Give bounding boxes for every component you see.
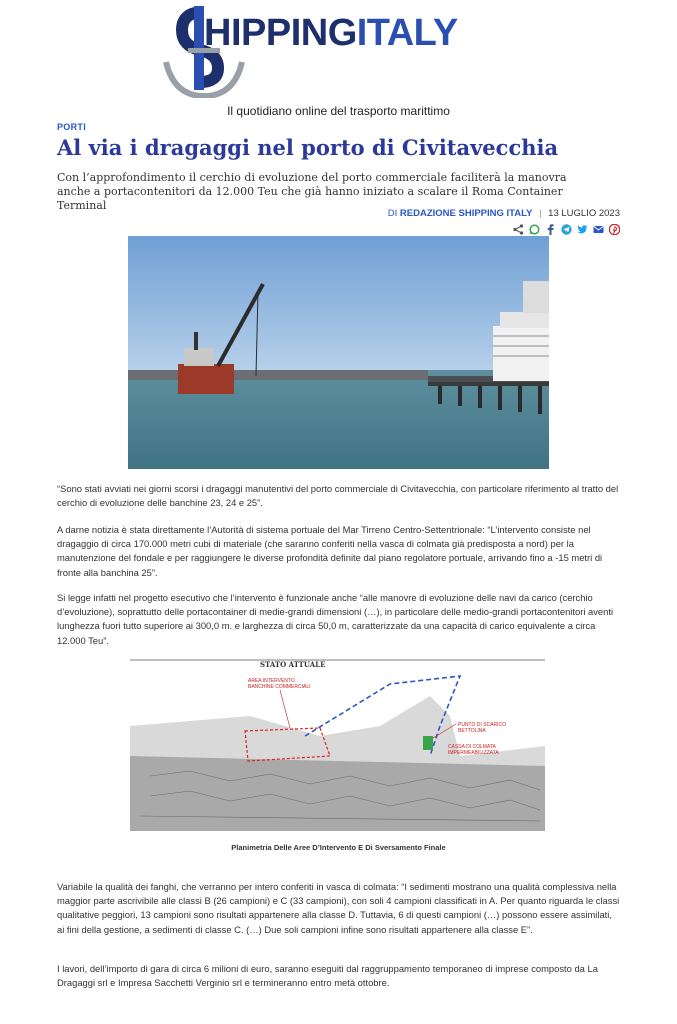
article-title: Al via i dragaggi nel porto di Civitavecchia [57, 135, 559, 160]
map-caption: Planimetria Delle Aree D’Intervento E Di Sversamento Finale [231, 843, 446, 852]
article-paragraph-2: A darne notizia è stata direttamente l’Autorità di sistema portuale del Mar Tirreno Centro-Settentrionale: “L’intervento consiste nel dragaggio di circa 170.000 metri cubi di materiale (che saranno conferiti nella vasca di colmata già predisposta a nord) per la manutenzione del fondale e per raggiungere le diverse profondità definite dal piano regolatore portuale, arrivando fino a -15 metri di fronte alla banchina 25”. [57, 524, 603, 578]
port-plan-map [130, 656, 545, 831]
share-icon[interactable] [513, 224, 524, 235]
byline-separator: | [539, 208, 542, 219]
port-plan-drawing [130, 656, 545, 831]
logo-wordmark-part-2: ITALY [356, 12, 458, 54]
byline-prefix: DI [387, 208, 398, 219]
article-paragraph-5: I lavori, dell’importo di gara di circa 6 milioni di euro, saranno eseguiti dal raggruppamento temporaneo di imprese composto da La Dragaggi srl e Impresa Sacchetti Verginio srl e termineranno entro metà ottobre. [57, 963, 598, 989]
map-label-colmata-1: CASSA DI COLMATA [448, 744, 496, 750]
logo-wordmark-part-1: HIPPING [204, 12, 357, 54]
publish-date: 13 LUGLIO 2023 [548, 208, 620, 219]
share-bar [513, 224, 620, 235]
article-subtitle: Con l’approfondimento il cerchio di evoluzione del porto commerciale faciliterà la manovra anche a portacontenitori da 12.000 Teu che già hanno iniziato a scalare il Roma Container Terminal [57, 171, 567, 212]
article-paragraph-3: Si legge infatti nel progetto esecutivo che l’intervento è funzionale anche “alle manovre di evoluzione delle navi da carico (cerchio d’evoluzione), soprattutto delle portacontainer di medie-grandi dimensioni (…), in particolare delle medio-grandi portacontenitori aventi lunghezza fuori tutto superiore ai 300,0 m. e larghezza di circa 50,0 m, caratterizzate da una capacità di carico equivalente a circa 12.000 Teu”. [57, 592, 614, 646]
whatsapp-icon[interactable] [529, 224, 540, 235]
map-label-scarico-2: BETTOLINA [458, 728, 486, 734]
map-label-area-1: AREA INTERVENTO [248, 678, 295, 684]
map-label-scarico-1: PUNTO DI SCARICO [458, 722, 506, 728]
telegram-icon[interactable] [561, 224, 572, 235]
pinterest-icon[interactable] [609, 224, 620, 235]
map-label-colmata-2: IMPERMEABILIZZATA [448, 750, 499, 756]
article-photo [128, 236, 549, 469]
category-link[interactable]: PORTI [57, 122, 87, 132]
email-icon[interactable] [593, 224, 604, 235]
logo-wordmark [204, 12, 458, 55]
map-title: STATO ATTUALE [260, 660, 326, 669]
author-link[interactable]: REDAZIONE SHIPPING ITALY [399, 208, 533, 219]
dredging-photo-illustration [128, 236, 549, 469]
site-tagline: Il quotidiano online del trasporto marittimo [227, 104, 450, 118]
facebook-icon[interactable] [545, 224, 556, 235]
article-paragraph-1: “Sono stati avviati nei giorni scorsi i dragaggi manutentivi del porto commerciale di Civitavecchia, con particolare riferimento al tratto del cerchio di evoluzione delle banchine 23, 24 e 25”. [57, 483, 619, 509]
twitter-icon[interactable] [577, 224, 588, 235]
article-paragraph-4: Variabile la qualità dei fanghi, che verranno per intero conferiti in vasca di colmata: “I sedimenti mostrano una qualità complessiva nella maggior parte ascrivibile alle classi B (26 campioni) e C (33 campioni), con soli 4 campioni classificati in A. Per quanto riguarda le classi qualitative peggiori, 13 campioni sono risultati appartenere alla classe D. Tuttavia, 6 di questi campioni (…) possono essere assimilati, ai fini della gestione, a sedimenti di classe C. (…) Due soli campioni infine sono risultati appartenere alla classe E”. [57, 881, 620, 935]
byline [388, 208, 620, 219]
map-label-area-2: BANCHINE COMMERCIALI [248, 684, 311, 690]
